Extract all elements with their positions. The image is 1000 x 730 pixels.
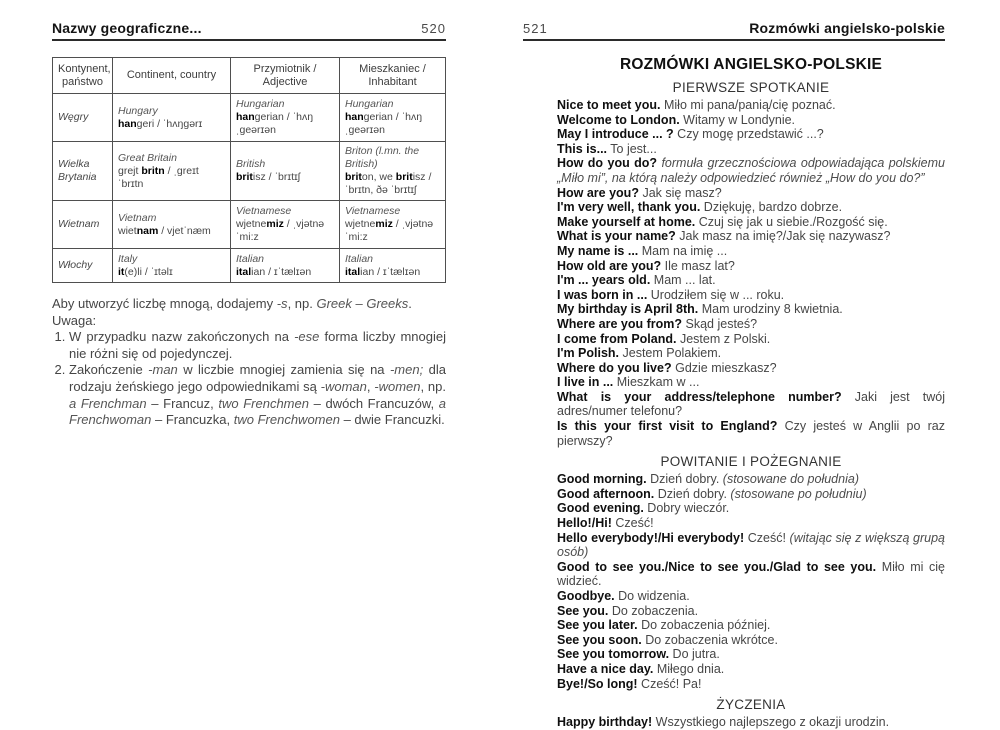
- phrase-english: Where are you from?: [557, 316, 683, 331]
- table-row: [53, 201, 446, 249]
- section-heading: PIERWSZE SPOTKANIE: [672, 80, 830, 95]
- phrase-polish: Miłego dnia.: [656, 661, 725, 676]
- phrase-polish: Dzień dobry. (stosowane do południa): [650, 472, 859, 487]
- phrase-line: [557, 390, 945, 419]
- phrase-polish: Witamy w Londynie.: [683, 112, 796, 127]
- phrase-polish: Czuj się jak u siebie./Rozgość się.: [698, 214, 888, 229]
- entry-word: Great Britain: [118, 151, 177, 164]
- phrase-polish: Gdzie mieszkasz?: [675, 360, 777, 375]
- cell-entry: [340, 249, 446, 283]
- phrase-english: How old are you?: [557, 258, 662, 273]
- notes-intro: Aby utworzyć liczbę mnogą, dodajemy -s, np. Greek – Greeks.: [52, 296, 412, 311]
- cell-entry: [340, 201, 446, 249]
- phrase-polish: To jest...: [610, 141, 657, 156]
- section-heading: POWITANIE I POŻEGNANIE: [660, 454, 842, 470]
- right-running-head: [523, 20, 945, 41]
- phrase-polish: formuła grzecznościowa odpowiadająca polskiemu „Miło mi”, na którą należy odpowiedzieć również „How do you do?”: [557, 156, 945, 185]
- phrase-english: I'm ... years old.: [557, 273, 651, 288]
- phrase-polish: Skąd jesteś?: [685, 316, 758, 331]
- right-header-title: Rozmówki angielsko-polskie: [749, 20, 945, 36]
- table-row: [53, 142, 446, 201]
- entry-pronunciation: hangerian / ˈhʌŋˌgeərɪən: [236, 111, 314, 136]
- phrase-english: See you later.: [557, 618, 638, 633]
- phrase-line: [557, 186, 945, 201]
- phrase-line: [557, 200, 945, 215]
- page-left: [0, 0, 500, 717]
- entry-pronunciation: italian / ɪˈtælɪən: [236, 265, 312, 278]
- plural-notes: [52, 296, 446, 429]
- entry-pronunciation: italian / ɪˈtælɪən: [345, 265, 421, 278]
- entry-pronunciation: wjetnemiz / ˌvjətnəˈmi:z: [345, 218, 434, 243]
- entry-word: Italy: [118, 252, 138, 265]
- phrase-line: [557, 472, 945, 487]
- phrase-english: Happy birthday!: [557, 715, 653, 730]
- phrase-line: [557, 501, 945, 516]
- entry-pronunciation: wietnam / vjetˈnæm: [118, 224, 211, 237]
- note-item: 2. Zakończenie -man w liczbie mnogiej zamienia się na -men; dla rodzaju żeńskiego jego odpowiednikami są -woman, -women, np. a Frenchman – Francuz, two Frenchmen – dwóch Francuzów, a Frenchwoman – Francuzka, two Frenchwomen – dwie Francuzki.: [69, 362, 446, 428]
- phrase-english: What is your name?: [557, 229, 676, 244]
- entry-pronunciation: britisz / ˈbrɪtɪʃ: [236, 171, 301, 183]
- entry-word: Vietnamese: [236, 205, 292, 217]
- col-header-kontynent: Kontynent, państwo: [53, 58, 113, 94]
- phrase-line: [557, 259, 945, 274]
- phrase-line: [557, 677, 945, 692]
- phrase-polish: Jak się masz?: [642, 185, 722, 200]
- phrase-english: Where do you live?: [557, 360, 672, 375]
- entry-pronunciation: wjetnemiz / ˌvjətnəˈmi:z: [236, 218, 325, 243]
- note-item: 1. W przypadku nazw zakończonych na -ese forma liczby mnogiej nie różni się od pojedynczej.: [69, 329, 446, 362]
- phrase-line: [557, 229, 945, 244]
- entry-word: Hungarian: [345, 98, 394, 110]
- phrase-polish: Mam urodziny 8 kwietnia.: [701, 302, 843, 317]
- phrase-line: [557, 244, 945, 259]
- phrase-line: [557, 516, 945, 531]
- phrase-polish: Mam ... lat.: [653, 273, 716, 288]
- phrase-line: [557, 375, 945, 390]
- chapter-title: ROZMÓWKI ANGIELSKO-POLSKIE: [619, 56, 883, 73]
- phrase-english: I'm Polish.: [557, 346, 620, 361]
- phrase-polish: Cześć! (witając się z większą grupą osób): [557, 530, 945, 560]
- phrase-line: [557, 487, 945, 502]
- phrase-polish: Miło mi pana/panią/cię poznać.: [663, 98, 836, 112]
- phrasebook-body: [557, 56, 945, 730]
- phrase-line: [557, 647, 945, 662]
- phrase-polish: Dzień dobry. (stosowane po południu): [657, 486, 867, 501]
- phrase-english: I come from Poland.: [557, 331, 677, 346]
- phrase-polish: Dziękuję, bardzo dobrze.: [703, 200, 843, 215]
- phrase-english: Good to see you./Nice to see you./Glad to see you.: [557, 559, 877, 574]
- phrase-line: [557, 273, 945, 288]
- notes-label: Uwaga:: [52, 312, 97, 328]
- phrase-polish: Do zobaczenia później.: [641, 618, 771, 633]
- geography-table: [52, 57, 446, 283]
- phrase-polish: Czy mogę przedstawić ...?: [677, 127, 824, 142]
- phrase-line: [557, 215, 945, 230]
- cell-entry: [340, 94, 446, 142]
- left-running-head: [52, 20, 446, 41]
- entry-word: Vietnamese: [345, 205, 401, 217]
- phrase-polish: Mieszkam w ...: [616, 375, 700, 390]
- phrase-english: How are you?: [557, 185, 639, 200]
- phrase-english: Have a nice day.: [557, 661, 654, 676]
- phrase-english: Good afternoon.: [557, 486, 655, 501]
- phrase-polish: Jestem z Polski.: [679, 331, 771, 346]
- notes-list: [52, 329, 446, 429]
- phrase-english: What is your address/telephone number?: [557, 389, 842, 404]
- phrase-english: My name is ...: [557, 243, 639, 258]
- cell-entry: [113, 201, 231, 249]
- entry-word: British: [236, 158, 266, 170]
- phrase-polish: Ile masz lat?: [664, 258, 735, 273]
- cell-entry: [113, 249, 231, 283]
- cell-entry: [113, 94, 231, 142]
- phrase-line: [557, 332, 945, 347]
- phrase-line: [557, 288, 945, 303]
- phrase-english: Is this your first visit to England?: [557, 419, 778, 434]
- phrase-line: [557, 560, 945, 589]
- entry-pronunciation: grejt britn / ˌgreɪt ˈbrɪtn: [118, 164, 199, 190]
- phrase-line: [557, 618, 945, 633]
- cell-polish-name: Włochy: [53, 249, 113, 283]
- entry-word: Italian: [236, 252, 265, 265]
- entry-pronunciation: hangeri / ˈhʌŋgərɪ: [118, 117, 203, 130]
- phrase-line: [557, 127, 945, 142]
- entry-word: Briton (l.mn. the British): [345, 145, 420, 170]
- phrase-english: How do you do?: [557, 156, 658, 171]
- phrase-line: [557, 113, 945, 128]
- left-page-number: 520: [421, 21, 446, 36]
- table-row: [53, 249, 446, 283]
- phrase-polish: Jestem Polakiem.: [622, 346, 722, 361]
- entry-word: Hungary: [118, 104, 158, 117]
- phrase-line: [557, 302, 945, 317]
- phrase-polish: Do jutra.: [672, 647, 720, 662]
- phrase-polish: Wszystkiego najlepszego z okazji urodzin.: [655, 715, 890, 730]
- phrase-polish: Cześć!: [615, 516, 654, 531]
- phrase-line: [557, 589, 945, 604]
- entry-pronunciation: hangerian / ˈhʌŋˌgeərɪən: [345, 111, 423, 136]
- phrase-line: [557, 156, 945, 185]
- phrase-line: [557, 633, 945, 648]
- phrase-english: See you soon.: [557, 632, 642, 647]
- cell-entry: [113, 142, 231, 201]
- phrase-english: Nice to meet you.: [557, 98, 661, 112]
- phrase-polish: Jaki jest twój adres/numer telefonu?: [557, 389, 945, 419]
- phrase-polish: Cześć! Pa!: [641, 676, 702, 691]
- phrase-line: [557, 361, 945, 376]
- entry-pronunciation: briton, we britisz / ˈbrɪtn, ðə ˈbrɪtɪʃ: [345, 171, 432, 196]
- phrase-english: I live in ...: [557, 375, 614, 390]
- phrase-line: [557, 142, 945, 157]
- entry-word: Vietnam: [118, 211, 157, 224]
- right-page-number: 521: [523, 21, 548, 36]
- col-header-continent: Continent, country: [113, 58, 231, 94]
- phrase-english: See you tomorrow.: [557, 647, 670, 662]
- phrase-line: [557, 715, 945, 730]
- col-header-adjective: Przymiotnik / Adjective: [231, 58, 340, 94]
- phrase-line: [557, 419, 945, 448]
- phrase-line: [557, 531, 945, 560]
- cell-entry: [340, 142, 446, 201]
- entry-word: Hungarian: [236, 98, 285, 110]
- phrase-sections: [557, 80, 945, 730]
- entry-pronunciation: it(e)li / ˈɪtəlɪ: [118, 265, 173, 278]
- phrase-english: See you.: [557, 603, 609, 618]
- phrase-english: Welcome to London.: [557, 112, 680, 127]
- cell-entry: [231, 94, 340, 142]
- phrase-polish: Miło mi cię widzieć.: [557, 559, 945, 589]
- phrase-english: Hello!/Hi!: [557, 516, 612, 531]
- phrase-line: [557, 98, 945, 113]
- cell-polish-name: Wietnam: [53, 201, 113, 249]
- cell-polish-name: Wielka Brytania: [53, 142, 113, 201]
- phrase-english: May I introduce ... ?: [557, 127, 674, 142]
- phrase-english: Goodbye.: [557, 589, 615, 603]
- cell-entry: [231, 201, 340, 249]
- phrase-english: Good morning.: [557, 472, 647, 487]
- phrase-english: Bye!/So long!: [557, 676, 638, 691]
- phrase-english: This is...: [557, 141, 608, 156]
- phrase-english: Make yourself at home.: [557, 214, 696, 229]
- phrase-english: Good evening.: [557, 501, 644, 516]
- phrase-polish: Czy jesteś w Anglii po raz pierwszy?: [557, 419, 945, 448]
- phrase-line: [557, 346, 945, 361]
- table-row: [53, 94, 446, 142]
- entry-word: Italian: [345, 252, 374, 265]
- phrase-english: I was born in ...: [557, 287, 648, 302]
- cell-entry: [231, 249, 340, 283]
- section-heading: ŻYCZENIA: [716, 697, 786, 713]
- cell-entry: [231, 142, 340, 201]
- phrase-polish: Mam na imię ...: [641, 243, 728, 258]
- cell-polish-name: Węgry: [53, 94, 113, 142]
- col-header-inhabitant: Mieszkaniec / Inhabitant: [340, 58, 446, 94]
- left-header-title: Nazwy geograficzne...: [52, 20, 202, 36]
- phrase-polish: Do zobaczenia wkrótce.: [645, 632, 778, 647]
- phrase-polish: Do widzenia.: [618, 589, 690, 603]
- phrase-polish: Dobry wieczór.: [647, 501, 730, 516]
- phrase-english: I'm very well, thank you.: [557, 200, 701, 215]
- phrase-english: My birthday is April 8th.: [557, 302, 699, 317]
- phrase-line: [557, 604, 945, 619]
- phrase-line: [557, 662, 945, 677]
- phrase-english: Hello everybody!/Hi everybody!: [557, 530, 745, 545]
- page-right: [500, 0, 1000, 730]
- phrase-polish: Urodziłem się w ... roku.: [650, 287, 785, 302]
- table-header-row: [53, 58, 446, 94]
- phrase-polish: Do zobaczenia.: [611, 603, 699, 618]
- phrase-line: [557, 317, 945, 332]
- phrase-polish: Jak masz na imię?/Jak się nazywasz?: [679, 229, 891, 244]
